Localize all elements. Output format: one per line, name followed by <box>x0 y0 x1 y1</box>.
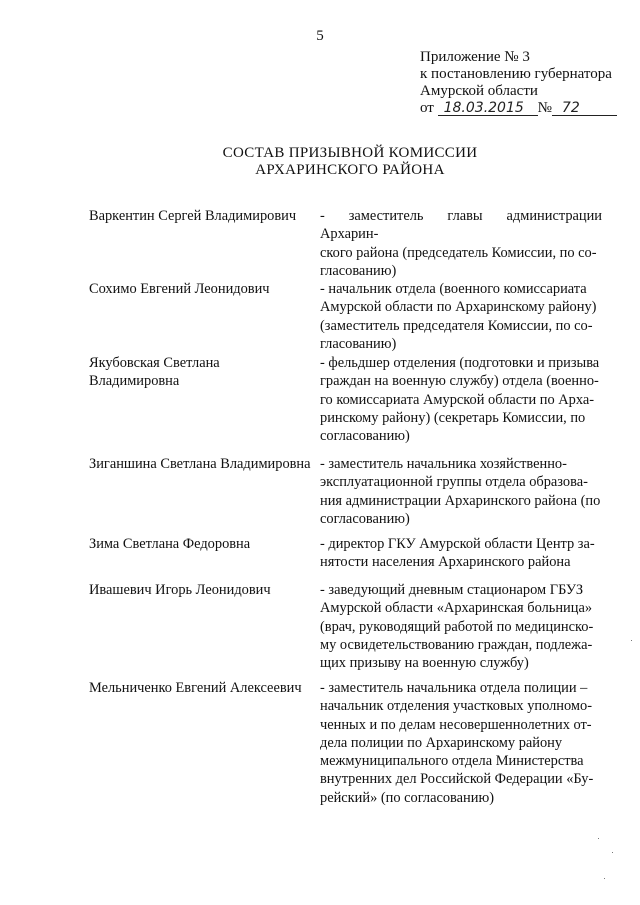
appendix-line-1: Приложение № 3 <box>420 49 530 65</box>
handwritten-date: 18.03.2015 <box>438 101 538 116</box>
appendix-block <box>420 49 617 117</box>
member-role: - заместитель начальника отдела полиции – начальник отделения участковых уполномо- ченных и по делам несовершеннолетних от- дела полиции по Архаринскому району межмуниципального отдела Министерства внутренних дел Российской Федерации «Бу- рейский» (по согласованию) <box>320 680 594 806</box>
number-prefix: № <box>537 100 552 116</box>
member-name: Варкентин Сергей Владимирович <box>89 208 297 224</box>
member-name: Мельниченко Евгений Алексеевич <box>89 680 302 696</box>
order-line <box>420 100 617 117</box>
appendix-line-2: к постановлению губернатора <box>420 66 612 82</box>
scan-speck <box>631 640 632 641</box>
member-name: Зиганшина Светлана Владимировна <box>89 456 311 472</box>
title-line-1: СОСТАВ ПРИЗЫВНОЙ КОМИССИИ <box>222 145 478 161</box>
title-line-2: АРХАРИНСКОГО РАЙОНА <box>255 162 445 178</box>
page-number: 5 <box>316 28 324 44</box>
document-title <box>0 145 640 179</box>
scan-speck <box>598 838 599 839</box>
handwritten-number: 72 <box>552 101 617 116</box>
member-role: - директор ГКУ Амурской области Центр за- нятости населения Архаринского района <box>320 536 595 571</box>
member-role: - заместитель главы администрации Архарин- ского района (председатель Комиссии, по со- гласованию) <box>320 208 602 279</box>
member-role: - заместитель начальника хозяйственно- эксплуатационной группы отдела образова- ния администрации Архаринского района (по согласованию) <box>320 456 601 527</box>
member-role: - начальник отдела (военного комиссариата Амурской области по Архаринскому району) (заместитель председателя Комиссии, по со- гласованию) <box>320 281 597 352</box>
appendix-line-3: Амурской области <box>420 83 538 99</box>
member-row <box>89 354 609 445</box>
member-name: Зима Светлана Федоровна <box>89 536 251 552</box>
member-role: - фельдшер отделения (подготовки и призыва граждан на военную службу) отдела (военно- го комиссариата Амурской области по Арха- ринскому району) (секретарь Комиссии, по согласованию) <box>320 355 600 445</box>
member-name: Якубовская Светлана Владимировна <box>89 355 220 390</box>
scan-speck <box>612 852 613 853</box>
member-name: Ивашевич Игорь Леонидович <box>89 582 271 598</box>
member-role: - заведующий дневным стационаром ГБУЗ Амурской области «Архаринская больница» (врач, руководящий работой по медицинско- му освидетельствованию граждан, подлежа- щих призыву на военную службу) <box>320 582 594 672</box>
scan-speck <box>604 878 605 879</box>
date-prefix: от <box>420 100 434 116</box>
member-name: Сохимо Евгений Леонидович <box>89 281 270 297</box>
